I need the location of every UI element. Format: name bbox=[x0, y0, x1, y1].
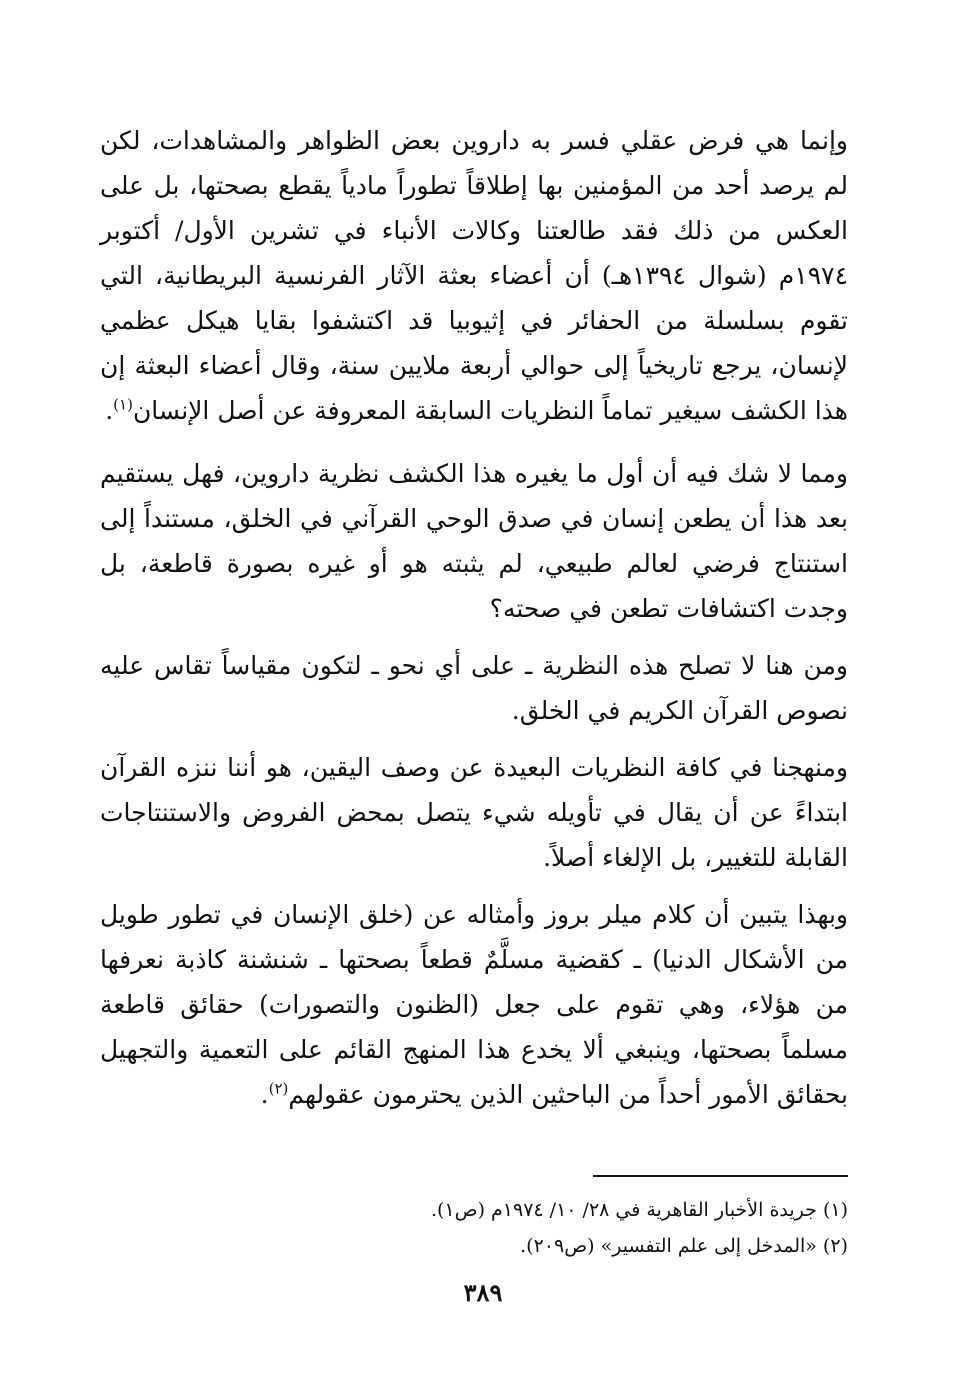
paragraph-1-text: وإنما هي فرض عقلي فسر به داروين بعض الظواهر والمشاهدات، لكن لم يرصد أحد من المؤمنين بها إطلاقاً تطوراً مادياً يقطع بصحتها، بل على العكس من ذلك فقد طالعتنا وكالات الأنباء في تشرين الأول/ أكتوبر ١٩٧٤م (شوال ١٣٩٤هـ) أن أعضاء بعثة الآثار الفرنسية البريطانية، التي تقوم بسلسلة من الحفائر في إثيوبيا قد اكتشفوا بقايا هيكل عظمي لإنسان، يرجع تاريخياً إلى حوالي أربعة ملايين سنة، وقال أعضاء البعثة إن هذا الكشف سيغير تماماً النظريات السابقة المعروفة عن أصل الإنسان bbox=[100, 126, 848, 425]
paragraph-1-tail: . bbox=[105, 396, 114, 425]
page-number: ٣٨٩ bbox=[463, 1278, 503, 1307]
footnote-divider bbox=[593, 1175, 848, 1177]
footnote-ref-1[interactable]: (١) bbox=[113, 395, 133, 414]
paragraph-4-text: ومنهجنا في كافة النظريات البعيدة عن وصف اليقين، هو أننا ننزه القرآن ابتداءً عن أن يقال في تأويله شيء يتصل بمحض الفروض والاستنتاجات القابلة للتغيير، بل الإلغاء أصلاً. bbox=[100, 753, 848, 872]
paragraph-4 bbox=[100, 745, 848, 880]
paragraph-5-tail: . bbox=[260, 1080, 269, 1109]
paragraph-1 bbox=[100, 118, 848, 433]
footnotes bbox=[100, 1192, 848, 1264]
footnote-2: (٢) «المدخل إلى علم التفسير» (ص٢٠٩). bbox=[520, 1235, 848, 1257]
paragraph-3 bbox=[100, 643, 848, 733]
paragraph-2 bbox=[100, 451, 848, 631]
footnote-1: (١) جريدة الأخبار القاهرية في ٢٨/ ١٠/ ١٩٧٤م (ص١). bbox=[430, 1199, 848, 1221]
paragraph-5 bbox=[100, 892, 848, 1117]
paragraph-2-text: ومما لا شك فيه أن أول ما يغيره هذا الكشف نظرية داروين، فهل يستقيم بعد هذا أن يطعن إنسان في صدق الوحي القرآني في الخلق، مستنداً إلى استنتاج فرضي لعالم طبيعي، لم يثبته هو أو غيره بصورة قاطعة، بل وجدت اكتشافات تطعن في صحته؟ bbox=[100, 459, 848, 623]
main-text bbox=[100, 118, 848, 1117]
paragraph-3-text: ومن هنا لا تصلح هذه النظرية ـ على أي نحو ـ لتكون مقياساً تقاس عليه نصوص القرآن الكريم في الخلق. bbox=[100, 651, 848, 725]
footnote-ref-2[interactable]: (٢) bbox=[268, 1079, 289, 1098]
paragraph-5-text: وبهذا يتبين أن كلام ميلر بروز وأمثاله عن (خلق الإنسان في تطور طويل من الأشكال الدنيا) ـ كقضية مسلَّمٌ قطعاً بصحتها ـ شنشنة كاذبة نعرفها من هؤلاء، وهي تقوم على جعل (الظنون والتصورات) حقائق قاطعة مسلماً بصحتها، وينبغي ألا يخدع هذا المنهج القائم على التعمية والتجهيل بحقائق الأمور أحداً من الباحثين الذين يحترمون عقولهم bbox=[100, 900, 848, 1109]
